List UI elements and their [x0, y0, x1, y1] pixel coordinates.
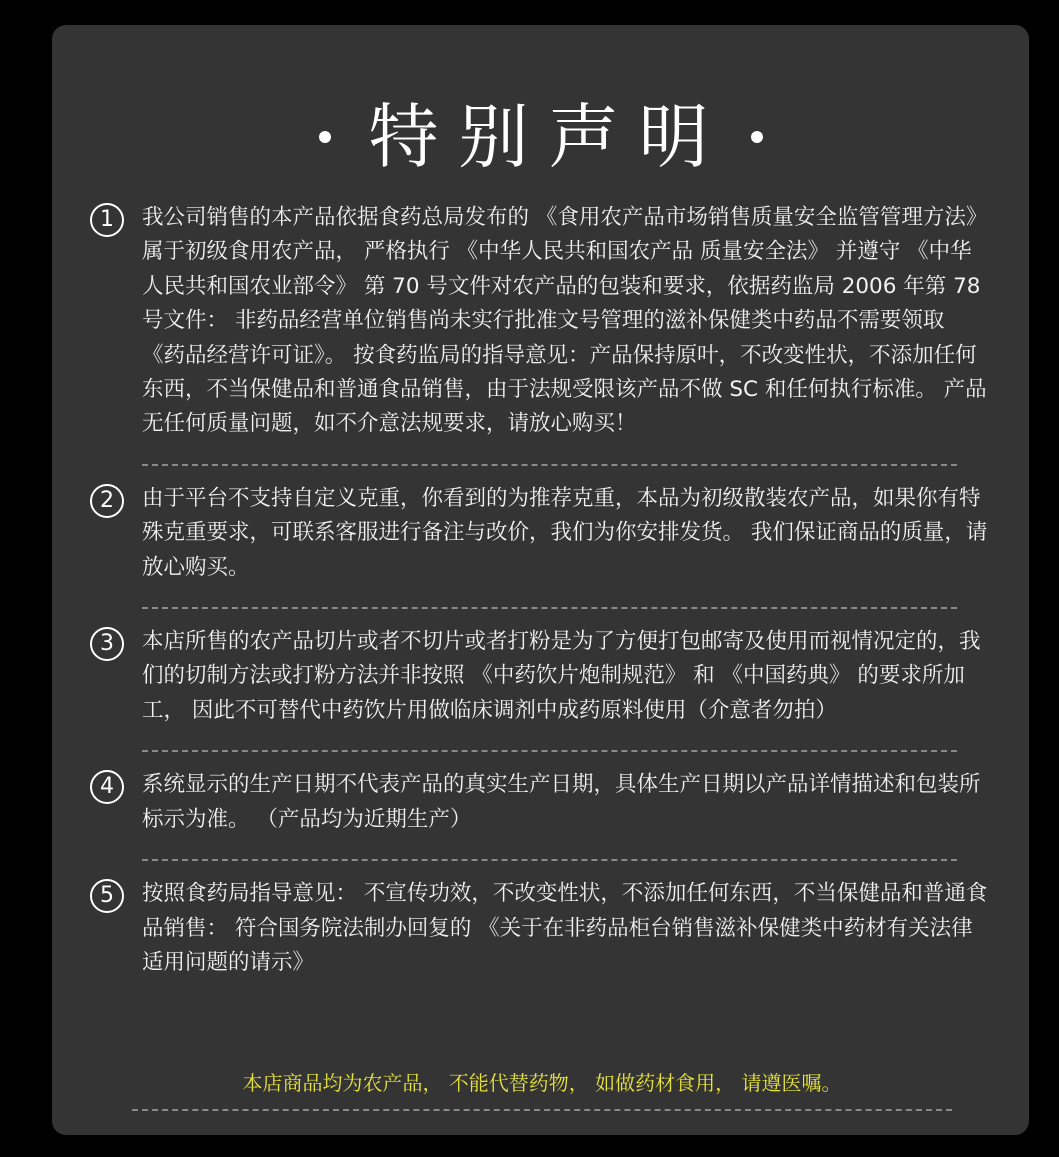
footer-notice: [132, 1065, 952, 1111]
statement-text: 按照食药局指导意见： 不宣传功效，不改变性状，不添加任何东西，不当保健品和普通食品销售： 符合国务院法制办回复的 《关于在非药品柜台销售滋补保健类中药材有关法律适用问题的请示》: [142, 881, 988, 975]
item-number-badge: 1: [90, 203, 124, 237]
title-bullet-right: [751, 131, 763, 143]
statement-item-4: [90, 752, 990, 859]
item-number-badge: 5: [90, 879, 124, 913]
item-number-badge: 4: [90, 770, 124, 804]
item-number-badge: 2: [90, 484, 124, 518]
title-bullet-left: [319, 131, 331, 143]
statement-item-5: [90, 861, 990, 1002]
statement-item-3: [90, 609, 990, 750]
statement-panel: [52, 25, 1029, 1135]
statement-item-1: [90, 185, 990, 464]
title-row: [52, 87, 1029, 187]
footer-dashed-divider: [132, 1109, 952, 1111]
statement-item-2: [90, 466, 990, 607]
statement-text: 我公司销售的本产品依据食药总局发布的 《食用农产品市场销售质量安全监管管理方法》 属于初级食用农产品， 严格执行 《中华人民共和国农产品 质量安全法》 并遵守 《中华人民共和国农业部令》 第 70 号文件对农产品的包装和要求，依据药监局 2006 年第 78 号文件： 非药品经营单位销售尚未实行批准文号管理的滋补保健类中药品不需要领取 《药品经营许可证》。 按食药监局的指导意见：产品保持原叶，不改变性状，不添加任何东西，不当保健品和普通食品销售，由于法规受限该产品不做 SC 和任何执行标准。 产品无任何质量问题，如不介意法规要求，请放心购买！: [142, 205, 988, 437]
statement-text: 系统显示的生产日期不代表产品的真实生产日期，具体生产日期以产品详情描述和包装所标示为准。 （产品均为近期生产）: [142, 772, 981, 832]
statement-list: [90, 185, 990, 1002]
statement-text: 由于平台不支持自定义克重，你看到的为推荐克重，本品为初级散装农产品，如果你有特殊克重要求，可联系客服进行备注与改价，我们为你安排发货。 我们保证商品的质量，请放心购买。: [142, 485, 988, 580]
statement-text: 本店所售的农产品切片或者不切片或者打粉是为了方便打包邮寄及使用而视情况定的，我们的切制方法或打粉方法并非按照 《中药饮片炮制规范》 和 《中国药典》 的要求所加工， 因此不可替代中药饮片用做临床调剂中成药原料使用（介意者勿拍）: [142, 629, 981, 723]
page-title: 特别声明: [368, 96, 729, 178]
footer-warning-text: 本店商品均为农产品， 不能代替药物， 如做药材食用， 请遵医嘱。: [242, 1071, 842, 1095]
item-number-badge: 3: [90, 627, 124, 661]
